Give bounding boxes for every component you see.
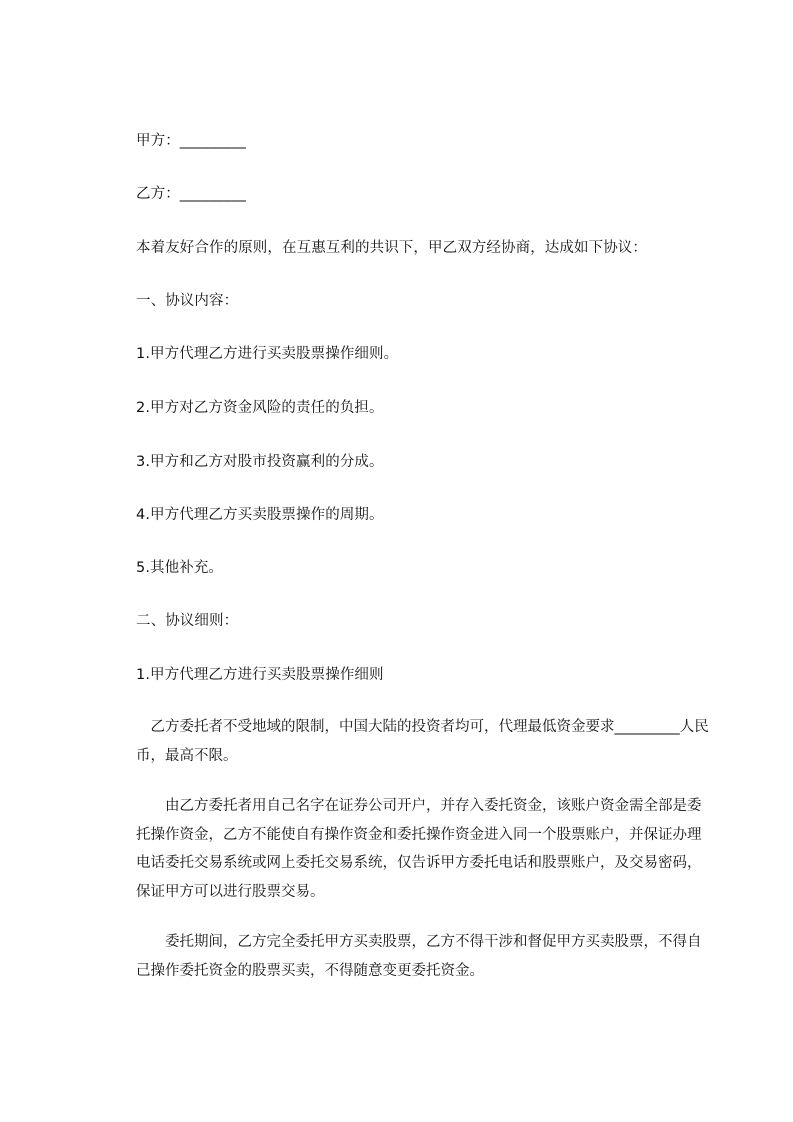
party-b-line: 乙方：_________ [136, 186, 246, 202]
paragraph-delegation-eligibility: 乙方委托者不受地域的限制，中国大陆的投资者均可，代理最低资金要求_________人民币，最高不限。 [136, 719, 709, 764]
section-1-heading: 一、协议内容： [136, 293, 239, 309]
section-2-subheading-1: 1.甲方代理乙方进行买卖股票操作细则 [136, 667, 384, 683]
section-1-item-2: 2.甲方对乙方资金风险的责任的负担。 [136, 400, 384, 416]
section-2-heading: 二、协议细则： [136, 613, 239, 629]
section-1-item-5: 5.其他补充。 [136, 560, 224, 576]
intro-paragraph: 本着友好合作的原则，在互惠互利的共识下，甲乙双方经协商，达成如下协议： [136, 240, 647, 256]
paragraph-delegation-period: 委托期间，乙方完全委托甲方买卖股票，乙方不得干涉和督促甲方买卖股票，不得自己操作委托资金的股票买卖，不得随意变更委托资金。 [136, 934, 702, 979]
paragraph-account-opening: 由乙方委托者用自己名字在证券公司开户，并存入委托资金，该账户资金需全部是委托操作资金，乙方不能使自有操作资金和委托操作资金进入同一个股票账户，并保证办理电话委托交易系统或网上委托交易系统，仅告诉甲方委托电话和股票账户，及交易密码，保证甲方可以进行股票交易。 [136, 798, 702, 900]
section-1-item-4: 4.甲方代理乙方买卖股票操作的周期。 [136, 507, 384, 523]
section-1-item-1: 1.甲方代理乙方进行买卖股票操作细则。 [136, 346, 399, 362]
party-a-line: 甲方：_________ [136, 133, 246, 149]
section-1-item-3: 3.甲方和乙方对股市投资赢利的分成。 [136, 454, 384, 470]
